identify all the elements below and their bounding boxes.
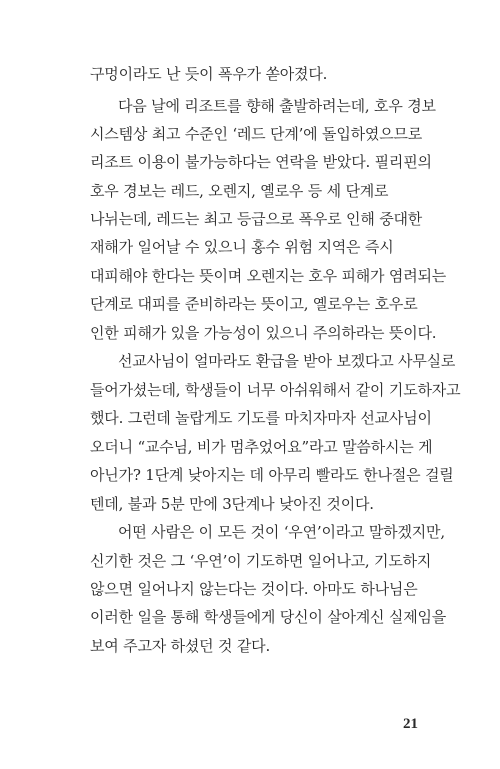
text-line: 어떤 사람은 이 모든 것이 ‘우연’이라고 말하겠지만, — [118, 523, 445, 541]
text-line: 텐데, 불과 5분 만에 3단계나 낮아진 것이다. — [90, 495, 374, 513]
text-line: 했다. 그런데 놀랍게도 기도를 마치자마자 선교사님이 — [90, 409, 432, 427]
text-line: 시스템상 최고 수준인 ‘레드 단계’에 돌입하였으므로 — [90, 125, 423, 143]
text-line: 구멍이라도 난 듯이 폭우가 쏟아졌다. — [90, 65, 328, 83]
text-line: 들어가셨는데, 학생들이 너무 아쉬워해서 같이 기도하자고 — [90, 381, 461, 399]
text-line: 대피해야 한다는 뜻이며 오렌지는 호우 피해가 염려되는 — [90, 267, 447, 285]
text-line: 않으면 일어나지 않는다는 것이다. 아마도 하나님은 — [90, 580, 418, 598]
text-line: 나뉘는데, 레드는 최고 등급으로 폭우로 인해 중대한 — [90, 210, 423, 228]
text-line: 인한 피해가 있을 가능성이 있으니 주의하라는 뜻이다. — [90, 324, 437, 342]
text-line: 재해가 일어날 수 있으니 홍수 위험 지역은 즉시 — [90, 238, 394, 256]
text-line: 오더니 “교수님, 비가 멈추었어요”라고 말씀하시는 게 — [90, 438, 433, 456]
text-line: 다음 날에 리조트를 향해 출발하려는데, 호우 경보 — [118, 97, 436, 115]
text-line: 보여 주고자 하셨던 것 같다. — [90, 637, 271, 655]
text-line: 단계로 대피를 준비하라는 뜻이고, 옐로우는 호우로 — [90, 295, 418, 313]
text-line: 이러한 일을 통해 학생들에게 당신이 살아계신 실제임을 — [90, 608, 447, 626]
text-line: 리조트 이용이 불가능하다는 연락을 받았다. 필리핀의 — [90, 153, 432, 171]
text-line: 선교사님이 얼마라도 환급을 받아 보겠다고 사무실로 — [118, 352, 456, 370]
page-number: 21 — [403, 716, 418, 732]
text-line: 아닌가? 1단계 낮아지는 데 아무리 빨라도 한나절은 걸릴 — [90, 466, 454, 484]
text-line: 호우 경보는 레드, 오렌지, 옐로우 등 세 단계로 — [90, 182, 389, 200]
text-line: 신기한 것은 그 ‘우연’이 기도하면 일어나고, 기도하지 — [90, 552, 432, 570]
